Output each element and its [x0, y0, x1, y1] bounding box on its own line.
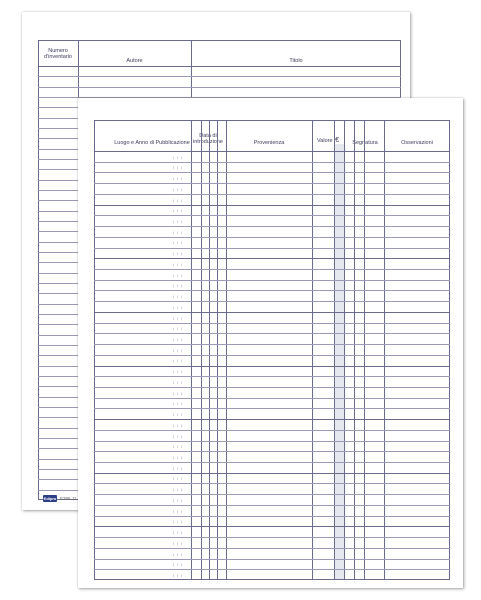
front-table-frame: [94, 120, 450, 580]
row-tick-marks: ╷╷╷: [172, 207, 184, 213]
header-value-label: Valore: [317, 138, 333, 144]
table-row-line: [94, 441, 450, 442]
table-row-line: [94, 494, 450, 495]
table-row-line: [94, 387, 450, 388]
table-row-line: [94, 194, 450, 195]
row-tick-marks: ╷╷╷: [172, 400, 184, 406]
table-row-line: [94, 248, 450, 249]
row-tick-marks: ╷╷╷: [172, 432, 184, 438]
table-row-line: [94, 366, 450, 367]
row-tick-marks: ╷╷╷: [172, 346, 184, 352]
row-tick-marks: ╷╷╷: [172, 529, 184, 535]
row-tick-marks: ╷╷╷: [172, 239, 184, 245]
header-shelfmark: Segnatura: [352, 140, 378, 146]
table-row-line: [94, 419, 450, 420]
row-tick-marks: ╷╷╷: [172, 175, 184, 181]
row-tick-marks: ╷╷╷: [172, 303, 184, 309]
table-row-line: [38, 76, 401, 77]
row-tick-marks: ╷╷╷: [172, 164, 184, 170]
column-divider: [191, 120, 192, 580]
publisher-logo: Edipro: [43, 496, 57, 501]
table-row-line: [94, 215, 450, 216]
table-row-line: [94, 408, 450, 409]
row-tick-marks: ╷╷╷: [172, 293, 184, 299]
row-tick-marks: ╷╷╷: [172, 411, 184, 417]
row-tick-marks: ╷╷╷: [172, 357, 184, 363]
table-row-line: [94, 172, 450, 173]
table-row-line: [94, 183, 450, 184]
column-divider: [354, 120, 355, 580]
header-divider: [38, 66, 401, 67]
table-row-line: [94, 537, 450, 538]
table-row-line: [94, 462, 450, 463]
table-row-line: [94, 205, 450, 206]
table-row-line: [94, 355, 450, 356]
table-row-line: [38, 87, 401, 88]
header-author: Autore: [126, 58, 143, 64]
row-tick-marks: ╷╷╷: [172, 153, 184, 159]
table-row-line: [94, 226, 450, 227]
header-value: [312, 138, 344, 144]
row-tick-marks: ╷╷╷: [172, 571, 184, 577]
table-row-line: [94, 559, 450, 560]
table-row-line: [94, 505, 450, 506]
row-tick-marks: ╷╷╷: [172, 196, 184, 202]
row-tick-marks: ╷╷╷: [172, 518, 184, 524]
table-row-line: [94, 483, 450, 484]
row-tick-marks: ╷╷╷: [172, 475, 184, 481]
row-tick-marks: ╷╷╷: [172, 507, 184, 513]
table-row-line: [94, 451, 450, 452]
table-row-line: [94, 258, 450, 259]
table-row-line: [94, 516, 450, 517]
row-tick-marks: ╷╷╷: [172, 260, 184, 266]
column-divider: [201, 120, 202, 580]
table-row-line: [94, 548, 450, 549]
row-tick-marks: ╷╷╷: [172, 336, 184, 341]
row-tick-marks: ╷╷╷: [172, 185, 184, 191]
table-row-line: [94, 398, 450, 399]
header-place-year: Luogo e Anno di Pubblicazione: [114, 140, 190, 146]
header-title: Titolo: [289, 58, 303, 64]
row-tick-marks: ╷╷╷: [172, 271, 184, 277]
row-tick-marks: ╷╷╷: [172, 325, 184, 331]
column-divider: [209, 120, 210, 580]
table-row-line: [94, 312, 450, 313]
table-row-line: [94, 280, 450, 281]
column-divider: [364, 120, 365, 580]
header-date-intro: Data di introduzione: [193, 133, 223, 145]
table-row-line: [94, 526, 450, 527]
row-tick-marks: ╷╷╷: [172, 228, 184, 234]
row-tick-marks: ╷╷╷: [172, 368, 184, 374]
row-tick-marks: ╷╷╷: [172, 378, 184, 384]
column-divider: [384, 120, 385, 580]
table-row-line: [94, 333, 450, 334]
row-tick-marks: ╷╷╷: [172, 250, 184, 256]
table-row-line: [94, 290, 450, 291]
row-tick-marks: ╷╷╷: [172, 443, 184, 449]
table-row-line: [94, 376, 450, 377]
table-row-line: [94, 430, 450, 431]
header-inventory-number: Numero d'inventario: [44, 48, 72, 60]
row-tick-marks: ╷╷╷: [172, 550, 184, 556]
table-row-line: [94, 344, 450, 345]
table-row-line: [94, 237, 450, 238]
header-notes: Osservazioni: [401, 140, 433, 146]
form-code: E385 J1: [60, 496, 77, 501]
column-divider: [226, 120, 227, 580]
table-row-line: [94, 323, 450, 324]
header-provenance: Provenienza: [253, 140, 285, 146]
table-row-line: [94, 569, 450, 570]
table-row-line: [94, 473, 450, 474]
row-tick-marks: ╷╷╷: [172, 218, 184, 224]
table-row-line: [94, 301, 450, 302]
column-divider: [334, 120, 335, 580]
header-divider: [94, 151, 450, 152]
table-row-line: [94, 162, 450, 163]
row-tick-marks: ╷╷╷: [172, 314, 184, 320]
row-tick-marks: ╷╷╷: [172, 539, 184, 545]
currency-icon: €: [335, 137, 339, 144]
column-divider: [312, 120, 313, 580]
row-tick-marks: ╷╷╷: [172, 561, 184, 567]
row-tick-marks: ╷╷╷: [172, 453, 184, 459]
table-row-line: [94, 269, 450, 270]
column-divider: [217, 120, 218, 580]
row-tick-marks: ╷╷╷: [172, 389, 184, 395]
front-register-sheet: [78, 98, 463, 588]
column-divider: [344, 120, 345, 580]
row-tick-marks: ╷╷╷: [172, 282, 184, 288]
row-tick-marks: ╷╷╷: [172, 486, 184, 492]
row-tick-marks: ╷╷╷: [172, 421, 184, 427]
row-tick-marks: ╷╷╷: [172, 464, 184, 470]
row-tick-marks: ╷╷╷: [172, 496, 184, 502]
